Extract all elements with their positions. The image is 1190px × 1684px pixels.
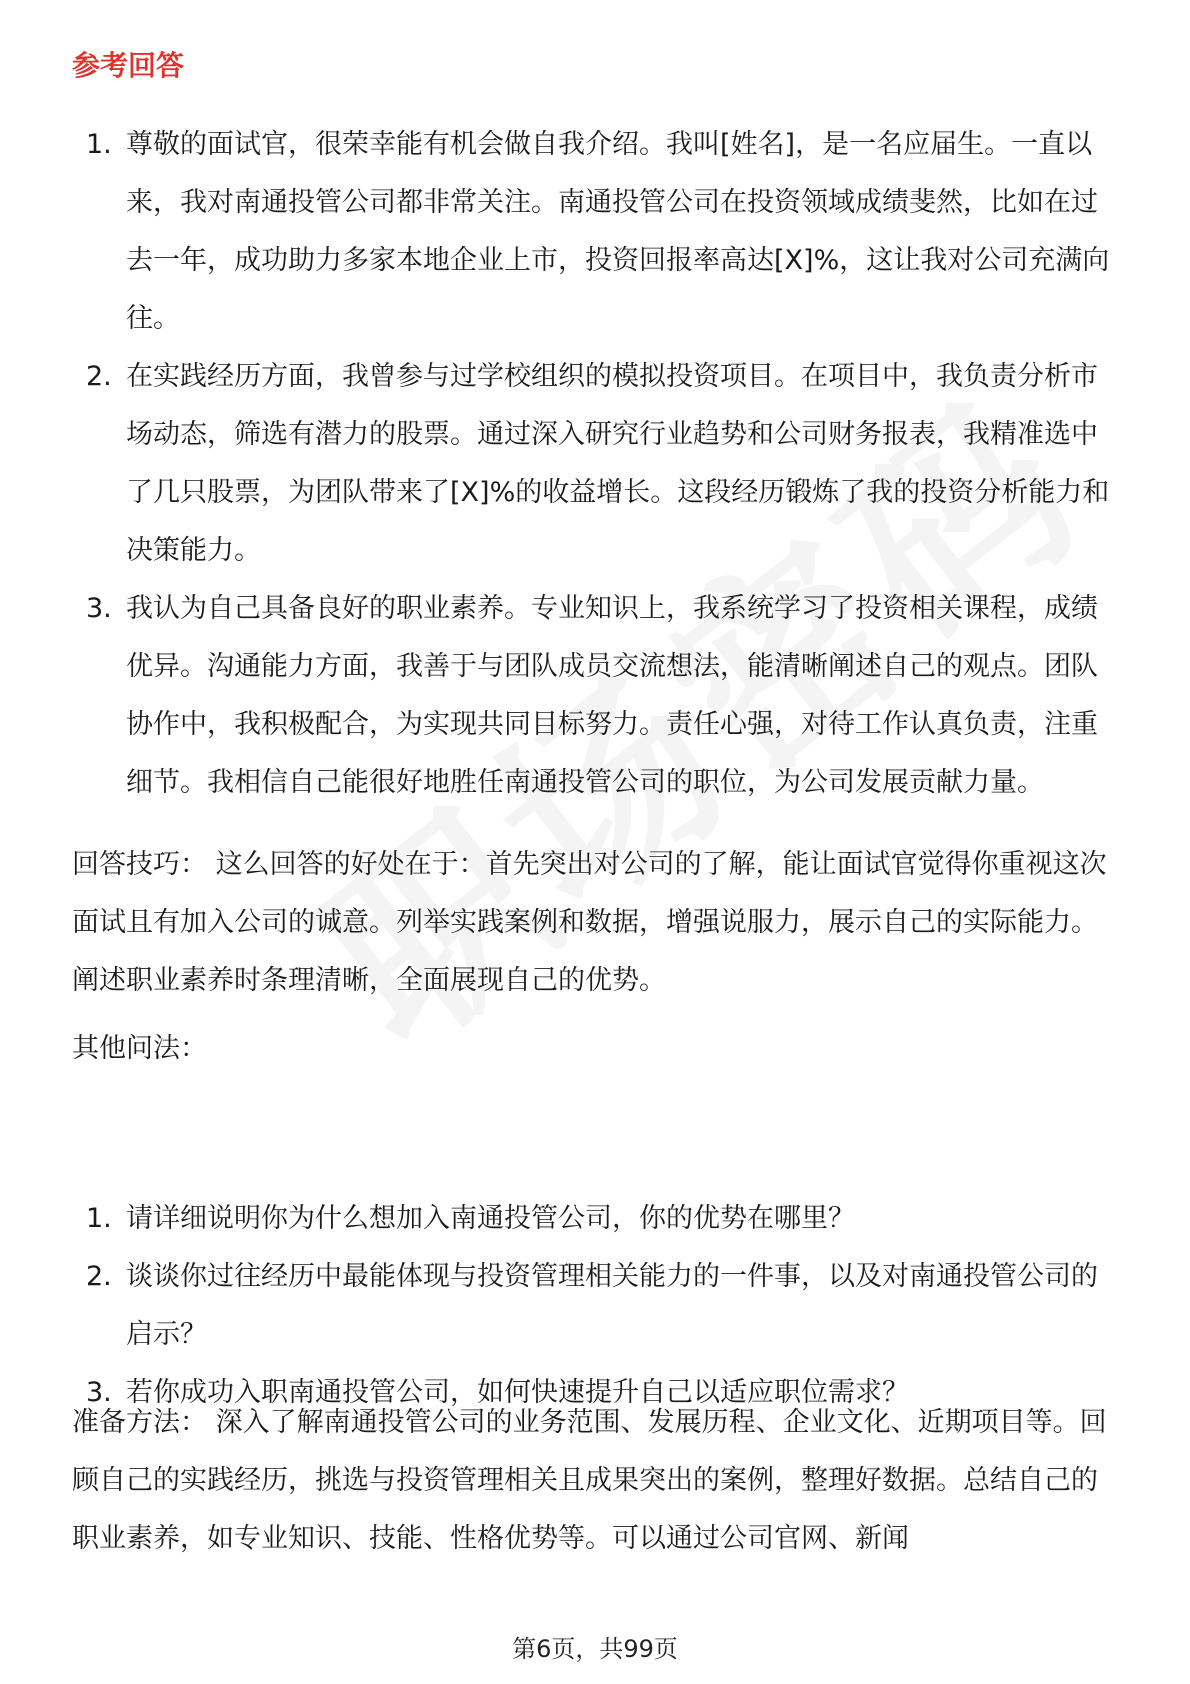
other-question-item bbox=[72, 1248, 1122, 1364]
question-text: 若你成功入职南通投管公司，如何快速提升自己以适应职位需求？ bbox=[126, 1377, 909, 1408]
answer-item bbox=[72, 116, 1122, 348]
answer-text: 在实践经历方面，我曾参与过学校组织的模拟投资项目。在项目中，我负责分析市场动态，筛选有潜力的股票。通过深入研究行业趋势和公司财务报表，我精准选中了几只股票，为团队带来了[X]%的收益增长。这段经历锻炼了我的投资分析能力和决策能力。 bbox=[126, 361, 1110, 566]
list-number: 2. bbox=[86, 361, 112, 392]
answer-text: 尊敬的面试官，很荣幸能有机会做自我介绍。我叫[姓名]，是一名应届生。一直以来，我对南通投管公司都非常关注。南通投管公司在投资领域成绩斐然，比如在过去一年，成功助力多家本地企业上市，投资回报率高达[X]%，这让我对公司充满向往。 bbox=[126, 129, 1110, 334]
list-number: 1. bbox=[86, 1203, 112, 1234]
question-text: 谈谈你过往经历中最能体现与投资管理相关能力的一件事，以及对南通投管公司的启示？ bbox=[126, 1261, 1098, 1350]
tips-paragraph: 回答技巧： 这么回答的好处在于：首先突出对公司的了解，能让面试官觉得你重视这次面试且有加入公司的诚意。列举实践案例和数据，增强说服力，展示自己的实际能力。阐述职业素养时条理清晰，全面展现自己的优势。 bbox=[72, 849, 1107, 996]
other-questions-label: 其他问法： bbox=[72, 1033, 207, 1064]
answer-item bbox=[72, 348, 1122, 580]
answer-text: 我认为自己具备良好的职业素养。专业知识上，我系统学习了投资相关课程，成绩优异。沟通能力方面，我善于与团队成员交流想法，能清晰阐述自己的观点。团队协作中，我积极配合，为实现共同目标努力。责任心强，对待工作认真负责，注重细节。我相信自己能很好地胜任南通投管公司的职位，为公司发展贡献力量。 bbox=[126, 593, 1098, 798]
list-number: 3. bbox=[86, 1377, 112, 1408]
question-text: 请详细说明你为什么想加入南通投管公司，你的优势在哪里？ bbox=[126, 1203, 855, 1234]
list-number: 1. bbox=[86, 129, 112, 160]
answer-item bbox=[72, 580, 1122, 812]
list-number: 3. bbox=[86, 593, 112, 624]
section-heading: 参考回答 bbox=[72, 49, 185, 82]
other-questions-list bbox=[72, 1190, 1122, 1422]
list-number: 2. bbox=[86, 1261, 112, 1292]
preparation-paragraph: 准备方法： 深入了解南通投管公司的业务范围、发展历程、企业文化、近期项目等。回顾自己的实践经历，挑选与投资管理相关且成果突出的案例，整理好数据。总结自己的职业素养，如专业知识、技能、性格优势等。可以通过公司官网、新闻 bbox=[72, 1407, 1107, 1554]
page-footer: 第6页，共99页 bbox=[512, 1635, 678, 1663]
answer-list bbox=[72, 116, 1122, 812]
other-question-item bbox=[72, 1190, 1122, 1248]
